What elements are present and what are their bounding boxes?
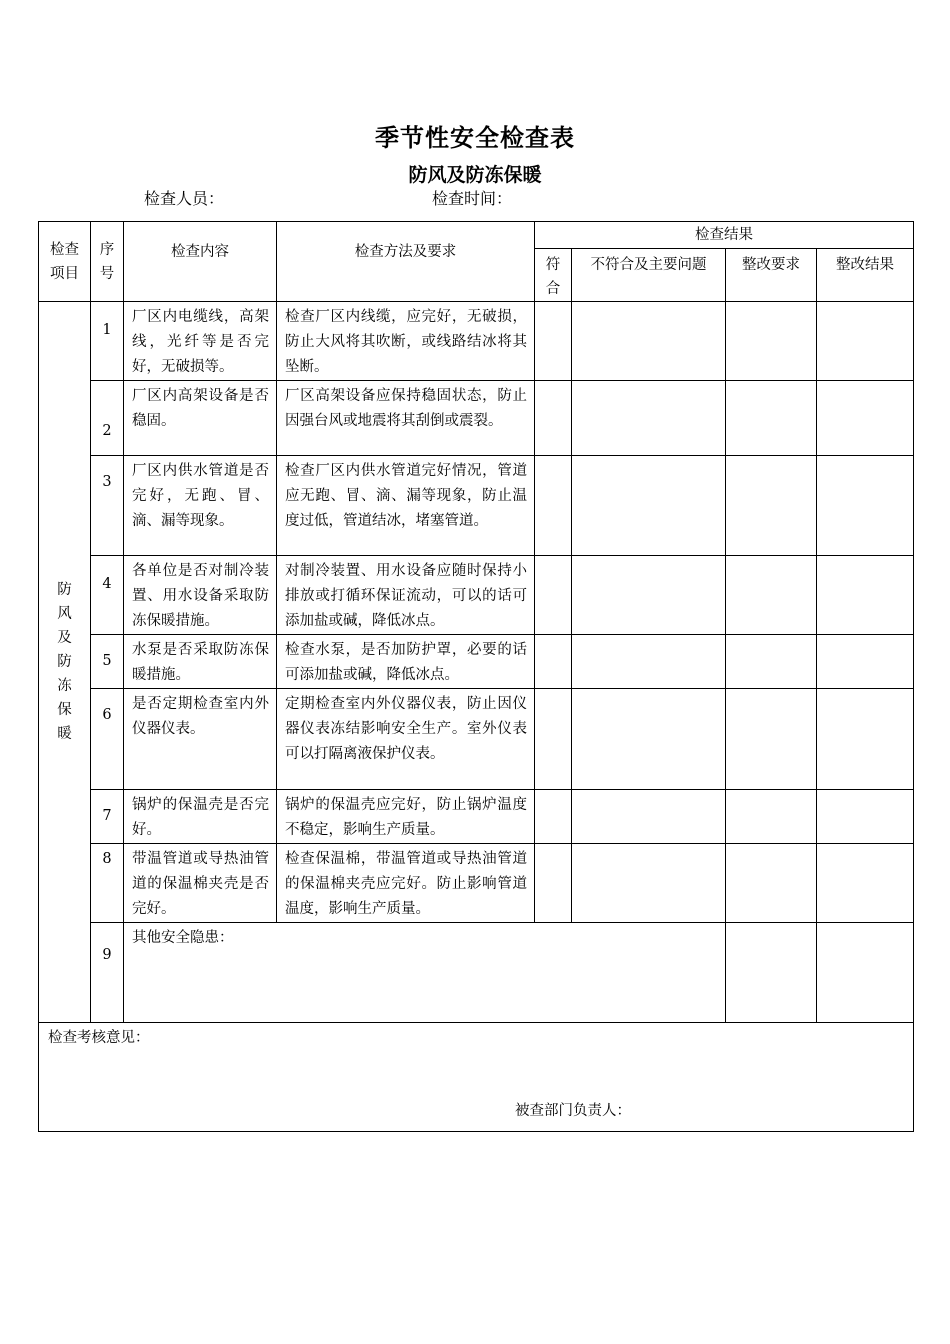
header-rectify-result: 整改结果 [817, 249, 914, 302]
inspector-label: 检查人员： [144, 189, 225, 208]
inspection-table [38, 221, 914, 1132]
row-seq: 7 [91, 790, 124, 844]
header-item: 检查项目 [39, 222, 91, 302]
row-seq: 1 [91, 302, 124, 381]
rectify-result-cell[interactable] [817, 381, 914, 456]
row-method: 对制冷装置、用水设备应随时保持小排放或打循环保证流动，可以的话可添加盐或碱，降低冰点。 [277, 556, 535, 635]
header-conform: 符合 [535, 249, 572, 302]
document-title: 季节性安全检查表 [375, 123, 575, 152]
table-row [39, 844, 914, 923]
category-cell [39, 302, 91, 1023]
row-method: 检查水泵，是否加防护罩，必要的话可添加盐或碱，降低冰点。 [277, 635, 535, 689]
opinion-cell[interactable] [39, 1023, 914, 1132]
table-row [39, 456, 914, 556]
row-seq: 2 [91, 381, 124, 456]
nonconform-cell[interactable] [572, 844, 726, 923]
header-nonconform: 不符合及主要问题 [572, 249, 726, 302]
rectify-result-cell[interactable] [817, 844, 914, 923]
category-label: 防风及防冻保暖 [57, 582, 72, 742]
other-hazards-label: 其他安全隐患： [132, 930, 234, 946]
conform-cell[interactable] [535, 689, 572, 790]
rectify-requirement-cell[interactable] [726, 381, 817, 456]
conform-cell[interactable] [535, 635, 572, 689]
rectify-result-cell[interactable] [817, 556, 914, 635]
row-method: 检查保温棉，带温管道或导热油管道的保温棉夹壳应完好。防止影响管道温度，影响生产质量。 [277, 844, 535, 923]
table-row [39, 790, 914, 844]
row-seq: 9 [91, 923, 124, 1023]
table-row [39, 635, 914, 689]
header-content: 检查内容 [124, 222, 277, 302]
row-method: 厂区高架设备应保持稳固状态，防止因强台风或地震将其刮倒或震裂。 [277, 381, 535, 456]
nonconform-cell[interactable] [572, 790, 726, 844]
other-hazards-cell[interactable] [124, 923, 726, 1023]
rectify-result-cell[interactable] [817, 302, 914, 381]
nonconform-cell[interactable] [572, 689, 726, 790]
nonconform-cell[interactable] [572, 556, 726, 635]
table-row [39, 302, 914, 381]
opinion-label: 检查考核意见： [48, 1030, 150, 1046]
row-content: 锅炉的保温壳是否完好。 [124, 790, 277, 844]
row-seq: 3 [91, 456, 124, 556]
rectify-requirement-cell[interactable] [726, 556, 817, 635]
header-rectify-requirement: 整改要求 [726, 249, 817, 302]
rectify-result-cell[interactable] [817, 689, 914, 790]
table-row [39, 556, 914, 635]
header-seq: 序号 [91, 222, 124, 302]
row-content: 各单位是否对制冷装置、用水设备采取防冻保暖措施。 [124, 556, 277, 635]
nonconform-cell[interactable] [572, 635, 726, 689]
rectify-result-cell[interactable] [817, 923, 914, 1023]
footer-row [39, 1023, 914, 1132]
row-seq: 8 [91, 844, 124, 923]
rectify-result-cell[interactable] [817, 635, 914, 689]
rectify-requirement-cell[interactable] [726, 790, 817, 844]
nonconform-cell[interactable] [572, 456, 726, 556]
row-content: 厂区内电缆线，高架线，光纤等是否完好，无破损等。 [124, 302, 277, 381]
row-method: 定期检查室内外仪器仪表，防止因仪器仪表冻结影响安全生产。室外仪表可以打隔离液保护仪表。 [277, 689, 535, 790]
row-seq: 5 [91, 635, 124, 689]
document-subtitle: 防风及防冻保暖 [408, 164, 542, 186]
row-content: 带温管道或导热油管道的保温棉夹壳是否完好。 [124, 844, 277, 923]
row-method: 检查厂区内线缆，应完好，无破损，防止大风将其吹断，或线路结冰将其坠断。 [277, 302, 535, 381]
conform-cell[interactable] [535, 456, 572, 556]
conform-cell[interactable] [535, 556, 572, 635]
rectify-requirement-cell[interactable] [726, 456, 817, 556]
row-content: 水泵是否采取防冻保暖措施。 [124, 635, 277, 689]
table-row-other-hazards [39, 923, 914, 1023]
row-seq: 4 [91, 556, 124, 635]
rectify-requirement-cell[interactable] [726, 302, 817, 381]
row-content: 厂区内供水管道是否完好，无跑、冒、滴、漏等现象。 [124, 456, 277, 556]
rectify-requirement-cell[interactable] [726, 923, 817, 1023]
row-method: 检查厂区内供水管道完好情况，管道应无跑、冒、滴、漏等现象，防止温度过低，管道结冰，堵塞管道。 [277, 456, 535, 556]
row-content: 是否定期检查室内外仪器仪表。 [124, 689, 277, 790]
table-row [39, 689, 914, 790]
rectify-requirement-cell[interactable] [726, 844, 817, 923]
table-row [39, 381, 914, 456]
rectify-requirement-cell[interactable] [726, 689, 817, 790]
conform-cell[interactable] [535, 790, 572, 844]
row-seq: 6 [91, 689, 124, 790]
row-method: 锅炉的保温壳应完好，防止锅炉温度不稳定，影响生产质量。 [277, 790, 535, 844]
nonconform-cell[interactable] [572, 302, 726, 381]
inspection-time-label: 检查时间： [432, 189, 513, 208]
rectify-result-cell[interactable] [817, 790, 914, 844]
rectify-result-cell[interactable] [817, 456, 914, 556]
conform-cell[interactable] [535, 381, 572, 456]
conform-cell[interactable] [535, 844, 572, 923]
conform-cell[interactable] [535, 302, 572, 381]
rectify-requirement-cell[interactable] [726, 635, 817, 689]
header-method: 检查方法及要求 [277, 222, 535, 302]
nonconform-cell[interactable] [572, 381, 726, 456]
department-head-label: 被查部门负责人： [515, 1103, 631, 1119]
row-content: 厂区内高架设备是否稳固。 [124, 381, 277, 456]
header-result: 检查结果 [535, 222, 914, 249]
